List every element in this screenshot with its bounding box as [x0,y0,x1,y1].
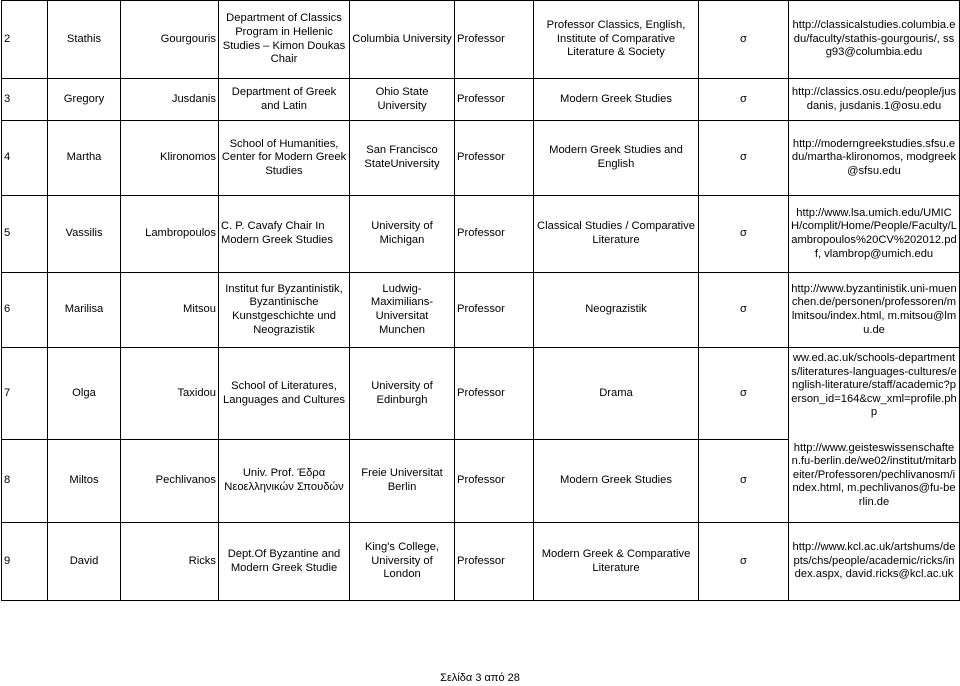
field: Drama [534,348,699,440]
row-number: 7 [2,348,48,440]
sigma-mark: σ [699,196,789,273]
table-row [2,348,960,440]
field: Neograzistik [534,273,699,348]
web-contact[interactable]: http://www.lsa.umich.edu/UMICH/complit/Home/People/Faculty/Lambropoulos%20CV%202012.pdf, vlambrop@umich.edu [789,196,960,273]
sigma-mark: σ [699,79,789,121]
last-name: Klironomos [121,121,219,196]
last-name: Ricks [121,523,219,601]
table-row [2,523,960,601]
table-row [2,1,960,79]
sigma-mark: σ [699,273,789,348]
first-name: Olga [48,348,121,440]
first-name: Martha [48,121,121,196]
university: Ludwig-Maximilians-Universitat Munchen [350,273,455,348]
position: Professor [455,1,534,79]
web-contact[interactable]: http://www.geisteswissenschaften.fu-berlin.de/we02/institut/mitarbeiter/Professoren/pechlivanosm/index.html, m.pechlivanos@fu-berlin.de [789,440,960,523]
last-name: Jusdanis [121,79,219,121]
department: C. P. Cavafy Chair In Modern Greek Studies [219,196,350,273]
university: Columbia University [350,1,455,79]
last-name: Mitsou [121,273,219,348]
table-row [2,273,960,348]
university: Ohio State University [350,79,455,121]
row-number: 9 [2,523,48,601]
table-row [2,121,960,196]
last-name: Taxidou [121,348,219,440]
row-number: 6 [2,273,48,348]
row-number: 4 [2,121,48,196]
sigma-mark: σ [699,523,789,601]
position: Professor [455,273,534,348]
professors-table [1,0,960,601]
first-name: Miltos [48,440,121,523]
university: University of Michigan [350,196,455,273]
position: Professor [455,196,534,273]
first-name: Marilisa [48,273,121,348]
position: Professor [455,440,534,523]
position: Professor [455,121,534,196]
web-contact[interactable]: http://moderngreekstudies.sfsu.edu/martha-klironomos, modgreek@sfsu.edu [789,121,960,196]
field: Professor Classics, English, Institute of Comparative Literature & Society [534,1,699,79]
field: Modern Greek & Comparative Literature [534,523,699,601]
first-name: Gregory [48,79,121,121]
web-contact[interactable]: http://classics.osu.edu/people/jusdanis, jusdanis.1@osu.edu [789,79,960,121]
last-name: Pechlivanos [121,440,219,523]
table-row [2,440,960,523]
field: Modern Greek Studies and English [534,121,699,196]
university: King's College, University of London [350,523,455,601]
web-contact[interactable]: http://www.kcl.ac.uk/artshums/depts/chs/people/academic/ricks/index.aspx, david.ricks@kcl.ac.uk [789,523,960,601]
web-contact[interactable]: ww.ed.ac.uk/schools-departments/literatures-languages-cultures/english-literature/staff/academic?person_id=164&cw_xml=profile.php [789,348,960,440]
sigma-mark: σ [699,1,789,79]
first-name: Vassilis [48,196,121,273]
last-name: Gourgouris [121,1,219,79]
university: San Francisco StateUniversity [350,121,455,196]
sigma-mark: σ [699,440,789,523]
row-number: 3 [2,79,48,121]
department: Department of Classics Program in Hellenic Studies – Kimon Doukas Chair [219,1,350,79]
row-number: 2 [2,1,48,79]
department: Univ. Prof. Έδρα Νεοελληνικών Σπουδών [219,440,350,523]
web-contact[interactable]: http://www.byzantinistik.uni-muenchen.de/personen/professoren/mlmitsou/index.html, m.mitsou@lmu.de [789,273,960,348]
department: Department of Greek and Latin [219,79,350,121]
university: University of Edinburgh [350,348,455,440]
department: Institut fur Byzantinistik, Byzantinische Kunstgeschichte und Neograzistik [219,273,350,348]
university: Freie Universitat Berlin [350,440,455,523]
table-row [2,79,960,121]
department: School of Humanities, Center for Modern Greek Studies [219,121,350,196]
sigma-mark: σ [699,348,789,440]
first-name: David [48,523,121,601]
web-contact[interactable]: http://classicalstudies.columbia.edu/faculty/stathis-gourgouris/, ssg93@columbia.edu [789,1,960,79]
page-number: Σελίδα 3 από 28 [440,672,520,684]
row-number: 8 [2,440,48,523]
field: Modern Greek Studies [534,79,699,121]
last-name: Lambropoulos [121,196,219,273]
sigma-mark: σ [699,121,789,196]
first-name: Stathis [48,1,121,79]
position: Professor [455,79,534,121]
department: Dept.Of Byzantine and Modern Greek Studie [219,523,350,601]
field: Modern Greek Studies [534,440,699,523]
row-number: 5 [2,196,48,273]
department: School of Literatures, Languages and Cultures [219,348,350,440]
position: Professor [455,523,534,601]
position: Professor [455,348,534,440]
table-row [2,196,960,273]
field: Classical Studies / Comparative Literature [534,196,699,273]
